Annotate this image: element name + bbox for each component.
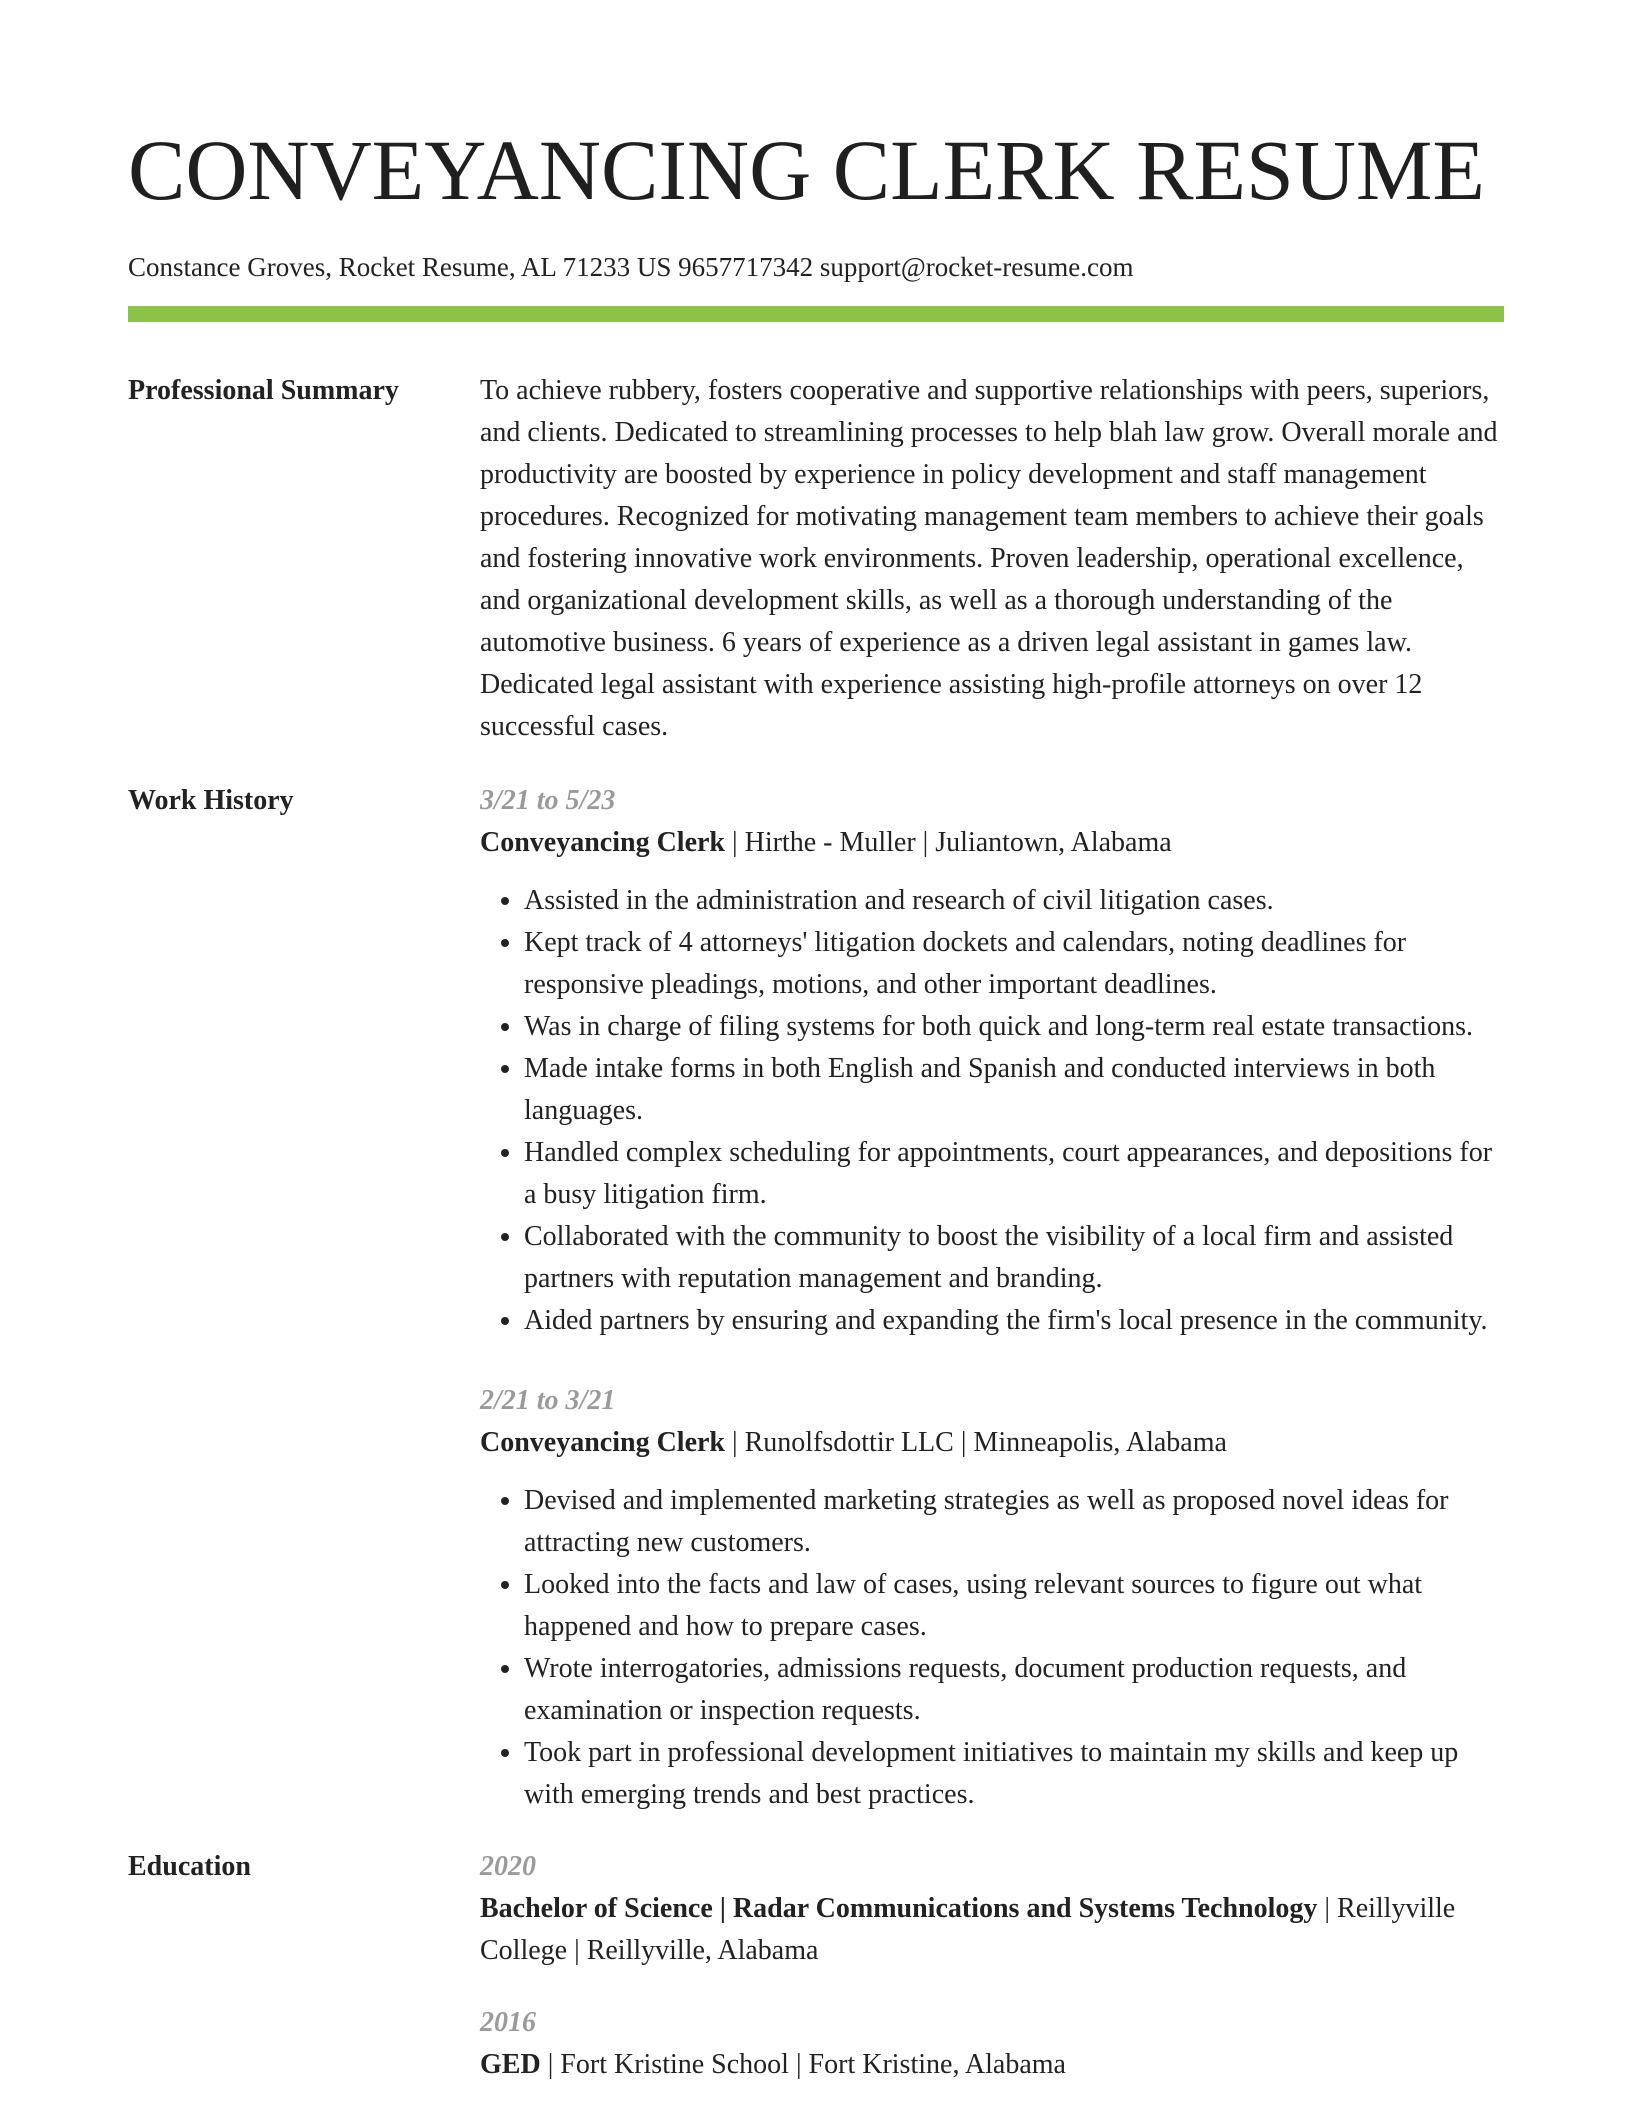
work-history-body [480, 780, 1504, 1816]
job-bullet: • Devised and implemented marketing strategies as well as proposed novel ideas for attracting new customers. [524, 1480, 1504, 1564]
section-label-summary: Professional Summary [128, 375, 399, 406]
job-title: Conveyancing Clerk [480, 1427, 725, 1458]
education-entry [480, 2002, 1504, 2086]
summary-section [128, 370, 1504, 748]
education-year: 2020 [480, 1851, 536, 1882]
education-degree: GED [480, 2049, 541, 2080]
job-bullet: • Aided partners by ensuring and expanding the firm's local presence in the community. [524, 1300, 1504, 1342]
education-details: | Reillyville College | Reillyville, Alabama [480, 1893, 1456, 1966]
job-bullet: • Made intake forms in both English and Spanish and conducted interviews in both languages. [524, 1048, 1504, 1132]
job-bullets [480, 1480, 1504, 1816]
contact-line: Constance Groves, Rocket Resume, AL 71233 US 9657717342 support@rocket-resume.com [128, 252, 1134, 282]
job-bullet: • Kept track of 4 attorneys' litigation dockets and calendars, noting deadlines for responsive pleadings, motions, and other important deadlines. [524, 922, 1504, 1006]
accent-divider [128, 306, 1504, 322]
education-line [480, 2044, 1504, 2086]
resume-title: CONVEYANCING CLERK RESUME [128, 122, 1485, 218]
job-role-line [480, 822, 1504, 864]
job-bullet: • Was in charge of filing systems for both quick and long-term real estate transactions. [524, 1006, 1504, 1048]
job-bullet: • Took part in professional development initiatives to maintain my skills and keep up with emerging trends and best practices. [524, 1732, 1504, 1816]
job-bullets [480, 880, 1504, 1342]
job-bullet: • Collaborated with the community to boost the visibility of a local firm and assisted partners with reputation management and branding. [524, 1216, 1504, 1300]
job-dates: 2/21 to 3/21 [480, 1385, 616, 1416]
education-details: | Fort Kristine School | Fort Kristine, Alabama [540, 2049, 1066, 2080]
job-bullet: • Looked into the facts and law of cases, using relevant sources to figure out what happened and how to prepare cases. [524, 1564, 1504, 1648]
education-body [480, 1846, 1504, 2086]
job-dates: 3/21 to 5/23 [480, 785, 616, 816]
education-entry [480, 1846, 1504, 1972]
section-label-work-history: Work History [128, 785, 294, 816]
job-entry [480, 780, 1504, 1342]
job-bullet: • Assisted in the administration and research of civil litigation cases. [524, 880, 1504, 922]
job-details: | Runolfsdottir LLC | Minneapolis, Alabama [725, 1427, 1227, 1458]
education-degree: Bachelor of Science | Radar Communications and Systems Technology [480, 1893, 1318, 1924]
job-details: | Hirthe - Muller | Juliantown, Alabama [725, 827, 1172, 858]
job-entry [480, 1380, 1504, 1816]
job-role-line [480, 1422, 1504, 1464]
job-bullet: • Wrote interrogatories, admissions requests, document production requests, and examination or inspection requests. [524, 1648, 1504, 1732]
education-line [480, 1888, 1504, 1972]
summary-text: To achieve rubbery, fosters cooperative and supportive relationships with peers, superiors, and clients. Dedicated to streamlining processes to help blah law grow. Overall morale and productivity are boosted by experience in policy development and staff management procedures. Recognized for motivating management team members to achieve their goals and fostering innovative work environments. Proven leadership, operational excellence, and organizational development skills, as well as a thorough understanding of the automotive business. 6 years of experience as a driven legal assistant in games law. Dedicated legal assistant with experience assisting high-profile attorneys on over 12 successful cases. [480, 375, 1498, 742]
education-year: 2016 [480, 2007, 536, 2038]
job-title: Conveyancing Clerk [480, 827, 725, 858]
education-section [128, 1846, 1504, 2086]
section-label-education: Education [128, 1851, 251, 1882]
work-history-section [128, 780, 1504, 1816]
job-bullet: • Handled complex scheduling for appointments, court appearances, and depositions for a busy litigation firm. [524, 1132, 1504, 1216]
